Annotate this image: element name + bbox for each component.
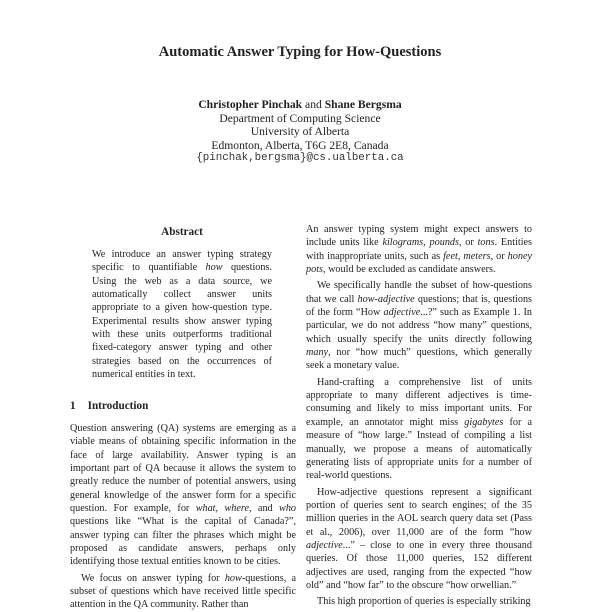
author-university: University of Alberta [250,125,350,138]
paper-title: Automatic Answer Typing for How-Questions [158,44,442,60]
right-paragraph-4: How-adjective questions represent a significant portion of queries sent to search engines; of the 35 million queries in the AOL search query data set (Pass et al., 2006), over 11,000 are of the form “how adjective...” – close to one in every three thousand queries. Of those 11,000 queries, 152 different adjectives are used, ranging from the expected “how old” and “how far” to the obscure “how orwellian.” [306,486,532,591]
right-paragraph-1: An answer typing system might expect answers to include units like kilograms, pounds, or tons. Entities with inappropriate units, such as feet, meters, or honey pots, would be excluded as candidate answers. [306,224,533,276]
author-address: Edmonton, Alberta, T6G 2E8, Canada [211,138,389,152]
author-block [0,98,600,166]
author-email: {pinchak,bergsma}@cs.ualberta.ca [196,152,404,164]
abstract-body [92,248,272,381]
section-number: 1 [70,400,76,412]
right-paragraph-3: Hand-crafting a comprehensive list of units appropriate to many different adjectives is time-consuming and likely to miss important units. For example, an annotator might miss gigabytes for a measure of “how large.” Instead of compiling a list manually, we propose a means of automatically generating lists of appropriate units for a number of real-world questions. [306,376,532,482]
introduction-body [70,422,296,612]
author-department: Department of Computing Science [219,111,381,125]
author-names [0,98,600,112]
intro-paragraph-2: We focus on answer typing for how-questions, a subset of questions which have received little specific attention in the QA community. Rather than [70,572,297,611]
author-1: Christopher Pinchak [198,98,303,111]
right-paragraph-5: This high proportion of queries is especially striking [317,596,531,608]
right-column-body [306,223,532,609]
author-2: Shane Bergsma [324,98,402,111]
author-conjunction: and [305,98,322,111]
section-heading-introduction [70,400,148,412]
abstract-paragraph: We introduce an answer typing strategy specific to quantifiable how questions. Using the web as a data source, we automatically collect answer units appropriate to a given how-question type. Experimental results show answer typing with these units outperforms traditional fixed-category answer typing and other strategies based on the occurrences of numerical entities in text. [92,249,272,381]
right-paragraph-2: We specifically handle the subset of how-questions that we call how-adjective questions; that is, questions of the form “How adjective...?” such as Example 1. In particular, we do not address “how many” questions, which usually specify the units directly following many, nor “how much” questions, which generally seek a monetary value. [306,280,533,372]
abstract-heading: Abstract [161,226,203,238]
intro-paragraph-1: Question answering (QA) systems are emerging as a viable means of obtaining specific information in the face of large availability. Answer typing is an important part of QA because it allows the system to greatly reduce the number of potential answers, using general knowledge of the answer form for a specific question. For example, for what, where, and who questions like “What is the capital of Canada?”, answer typing can filter the phrases which might be proposed as candidate answers, perhaps only identifying those textual entities known to be cities. [70,423,297,568]
section-title: Introduction [87,400,149,412]
